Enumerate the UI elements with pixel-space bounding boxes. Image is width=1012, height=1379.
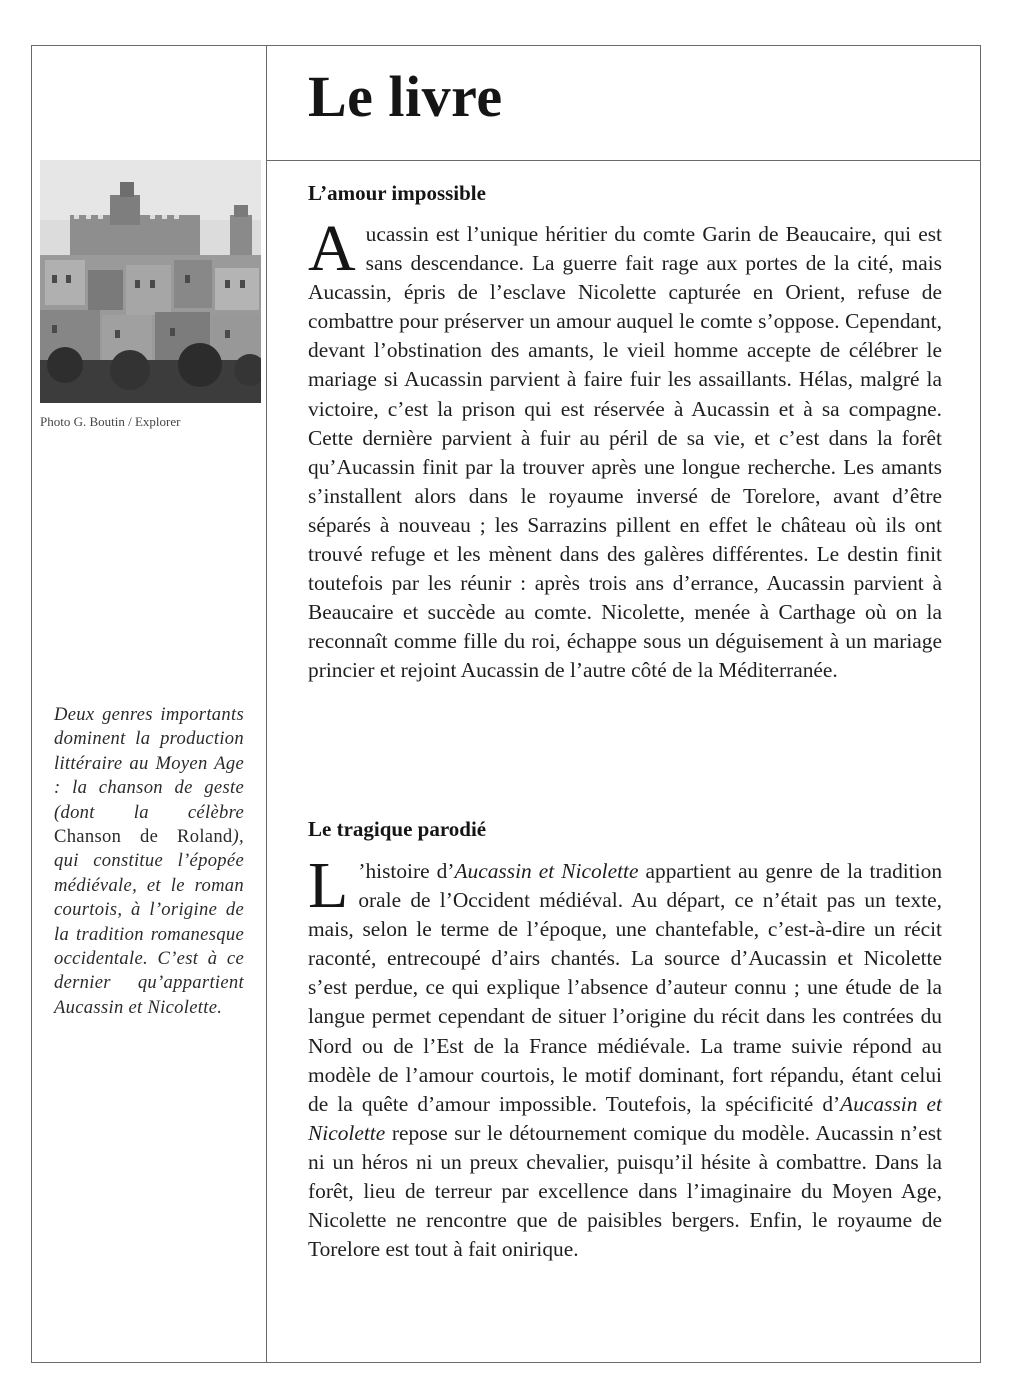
photo-medieval-town	[40, 160, 261, 403]
dropcap-a: A	[308, 212, 356, 285]
sidebar-note-text-1: Deux genres importants dominent la production littéraire au Moyen Age : la chanson de geste (dont la célèbre	[54, 704, 244, 823]
work-title-italic-2: Aucassin et Nicolette	[308, 1091, 942, 1145]
title-rule	[266, 160, 981, 161]
section-text-amour-impossible: ucassin est l’unique héritier du comte Garin de Beaucaire, qui est sans descendance. La guerre fait rage aux portes de la cité, mais Aucassin, épris de l’esclave Nicolette capturée en Orient, refuse de combattre pour préserver un amour auquel le comte s’oppose. Cependant, devant l’obstination des amants, le vieil homme accepte de célébrer le mariage si Aucassin parvient à faire fuir les assaillants. Hélas, malgré la victoire, c’est la prison qui est réservée à Aucassin et à sa compagne. Cette dernière parvient à fuir au péril de sa vie, et c’est dans la forêt qu’Aucassin finit par la trouver après une longue recherche. Les amants s’installent alors dans le royaume inversé de Torelore, avant d’être séparés à nouveau ; les Sarrazins pillent en effet le château où ils ont trouvé refuge et les mènent dans des galères différentes. Le destin finit toutefois par les réunir : après trois ans d’errance, Aucassin parvient à Beaucaire et succède au comte. Nicolette, menée à Carthage où on la reconnaît comme fille du roi, échappe sous un déguisement à un mariage princier et rejoint Aucassin de l’autre côté de la Méditerranée.	[308, 222, 942, 683]
work-title-italic-1: Aucassin et Nicolette	[454, 859, 639, 883]
section-body-amour-impossible	[308, 212, 942, 686]
section-text-part-3: repose sur le détournement comique du modèle. Aucassin n’est ni un héros ni un preux chevalier, puisqu’il hésite à combattre. Dans la forêt, lieu de terreur par excellence dans l’imaginaire du Moyen Age, Nicolette ne rencontre que de paisibles bergers. Enfin, le royaume de Torelore est tout à fait onirique.	[308, 1120, 942, 1262]
photo-credit: Photo G. Boutin / Explorer	[40, 414, 181, 429]
section-text-part-1: ’histoire d’	[358, 859, 455, 883]
sidebar-note-work-title: Chanson de Roland	[54, 826, 233, 848]
section-text-part-2: appartient au genre de la tradition orale de l’Occident médiéval. Au départ, ce n’était pas un texte, mais, selon le terme de l’époque, une chantefable, c’est-à-dire un récit raconté, entrecoupé d’airs chantés. La source d’Aucassin et Nicolette s’est perdue, ce qui explique l’absence d’auteur connu ; une étude de la langue permet cependant de situer l’origine du récit dans les contrées du Nord ou de l’Est de la France médiévale. La trame suivie répond au modèle de l’amour courtois, le motif dominant, fort répandu, étant celui de la quête d’amour impossible. Toutefois, la spécificité d’	[308, 859, 943, 1116]
section-heading-amour-impossible: L’amour impossible	[308, 181, 486, 205]
page-title: Le livre	[308, 64, 503, 129]
dropcap-l: L	[308, 849, 349, 922]
section-body-tragique-parodie	[308, 849, 943, 1264]
section-tragique-parodie	[308, 816, 942, 1264]
section-amour-impossible	[308, 180, 942, 686]
section-heading-tragique-parodie: Le tragique parodié	[308, 817, 487, 841]
sidebar-note-text-2: ), qui constitue l’épopée médiévale, et le roman courtois, à l’origine de la tradition romanesque occidentale. C’est à ce dernier qu’appartient Aucassin et Nicolette.	[54, 826, 244, 1018]
column-divider	[266, 45, 267, 1363]
sidebar-note	[54, 703, 244, 1020]
